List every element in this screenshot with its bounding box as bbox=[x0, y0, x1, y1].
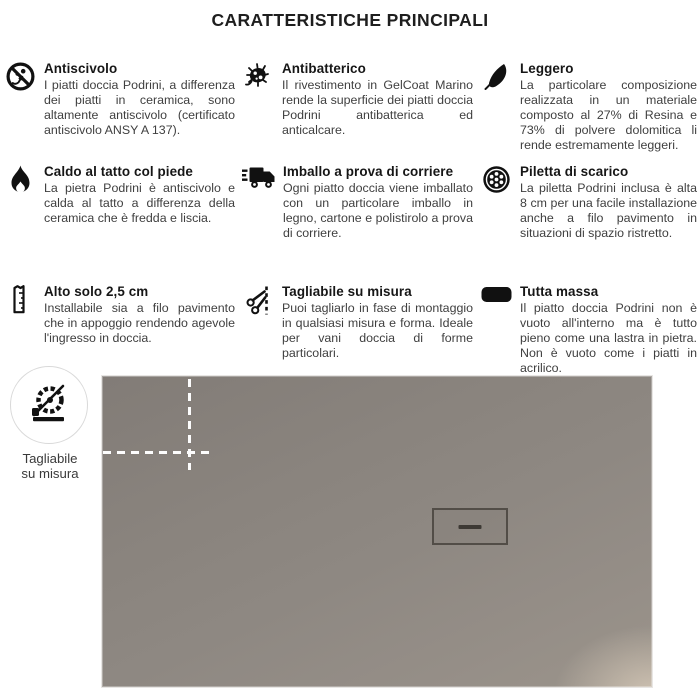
feature-tutta-massa bbox=[480, 284, 697, 376]
feature-title: Antiscivolo bbox=[44, 61, 118, 76]
features-grid bbox=[4, 61, 697, 376]
feature-tagliabile bbox=[242, 284, 473, 376]
feature-description: Il rivestimento in GelCoat Marino rende la superficie dei piatti doccia Podrini antibatterica ed anticalcare. bbox=[282, 78, 473, 137]
feature-alto bbox=[4, 284, 235, 376]
feature-description: Puoi tagliarlo in fase di montaggio in qualsiasi misura e forma. Ideale per vani doccia di forme particolari. bbox=[282, 301, 473, 360]
feature-title: Alto solo 2,5 cm bbox=[44, 284, 149, 299]
no-slip-icon bbox=[4, 61, 36, 164]
feature-description: La piletta Podrini inclusa è alta 8 cm per una facile installazione anche a filo pavimento in situazioni di spazio ristretto. bbox=[520, 181, 697, 240]
cut-line-vertical bbox=[188, 379, 191, 470]
feature-title: Leggero bbox=[520, 61, 574, 76]
feature-description: I piatti doccia Podrini, a differenza dei piatti in ceramica, sono altamente antiscivolo (certificato antiscivolo ANSY A 137). bbox=[44, 78, 235, 137]
scissors-icon bbox=[242, 284, 274, 376]
feature-title: Caldo al tatto col piede bbox=[44, 164, 193, 179]
feature-title: Imballo a prova di corriere bbox=[283, 164, 454, 179]
feather-icon bbox=[480, 61, 512, 164]
feature-title: Tutta massa bbox=[520, 284, 599, 299]
delivery-truck-icon bbox=[242, 164, 275, 284]
feature-description: Ogni piatto doccia viene imballato con un particolare imballo in legno, cartone e polistirolo a prova di corriere. bbox=[283, 181, 473, 240]
bacteria-icon bbox=[242, 61, 274, 164]
page-title: CARATTERISTICHE PRINCIPALI bbox=[211, 10, 489, 30]
cut-line-horizontal bbox=[103, 451, 215, 454]
drain-cover-slot bbox=[459, 525, 482, 529]
shower-tray-photo bbox=[101, 375, 653, 688]
feature-title: Piletta di scarico bbox=[520, 164, 629, 179]
feature-description: La pietra Podrini è antiscivolo e calda al tatto a differenza della ceramica che è fredda e liscia. bbox=[44, 181, 235, 225]
feature-description: La particolare composizione realizzata in un materiale composto al 27% di Resina e 73% di polvere dolomitica li rende estremamente leggeri. bbox=[520, 78, 697, 152]
slab-icon bbox=[480, 284, 512, 376]
feature-title: Tagliabile su misura bbox=[282, 284, 412, 299]
cuttable-badge bbox=[10, 366, 90, 481]
flame-icon bbox=[4, 164, 36, 284]
drain-icon bbox=[480, 164, 512, 284]
feature-piletta bbox=[480, 164, 697, 284]
badge-label: Tagliabile su misura bbox=[21, 451, 79, 481]
feature-antiscivolo bbox=[4, 61, 235, 164]
ruler-icon bbox=[4, 284, 36, 376]
feature-caldo-al-tatto bbox=[4, 164, 235, 284]
feature-description: Il piatto doccia Podrini non è vuoto all'interno ma è tutto pieno come una lastra in pietra. Non è vuoto come i piatti in acrilico. bbox=[520, 301, 697, 375]
feature-antibatterico bbox=[242, 61, 473, 164]
feature-title: Antibatterico bbox=[282, 61, 366, 76]
feature-imballo bbox=[242, 164, 473, 284]
feature-description: Installabile sia a filo pavimento che in appoggio rendendo agevole l'ingresso in doccia. bbox=[44, 301, 235, 345]
feature-leggero bbox=[480, 61, 697, 164]
drain-cover bbox=[432, 508, 508, 545]
circular-saw-icon bbox=[10, 366, 88, 444]
